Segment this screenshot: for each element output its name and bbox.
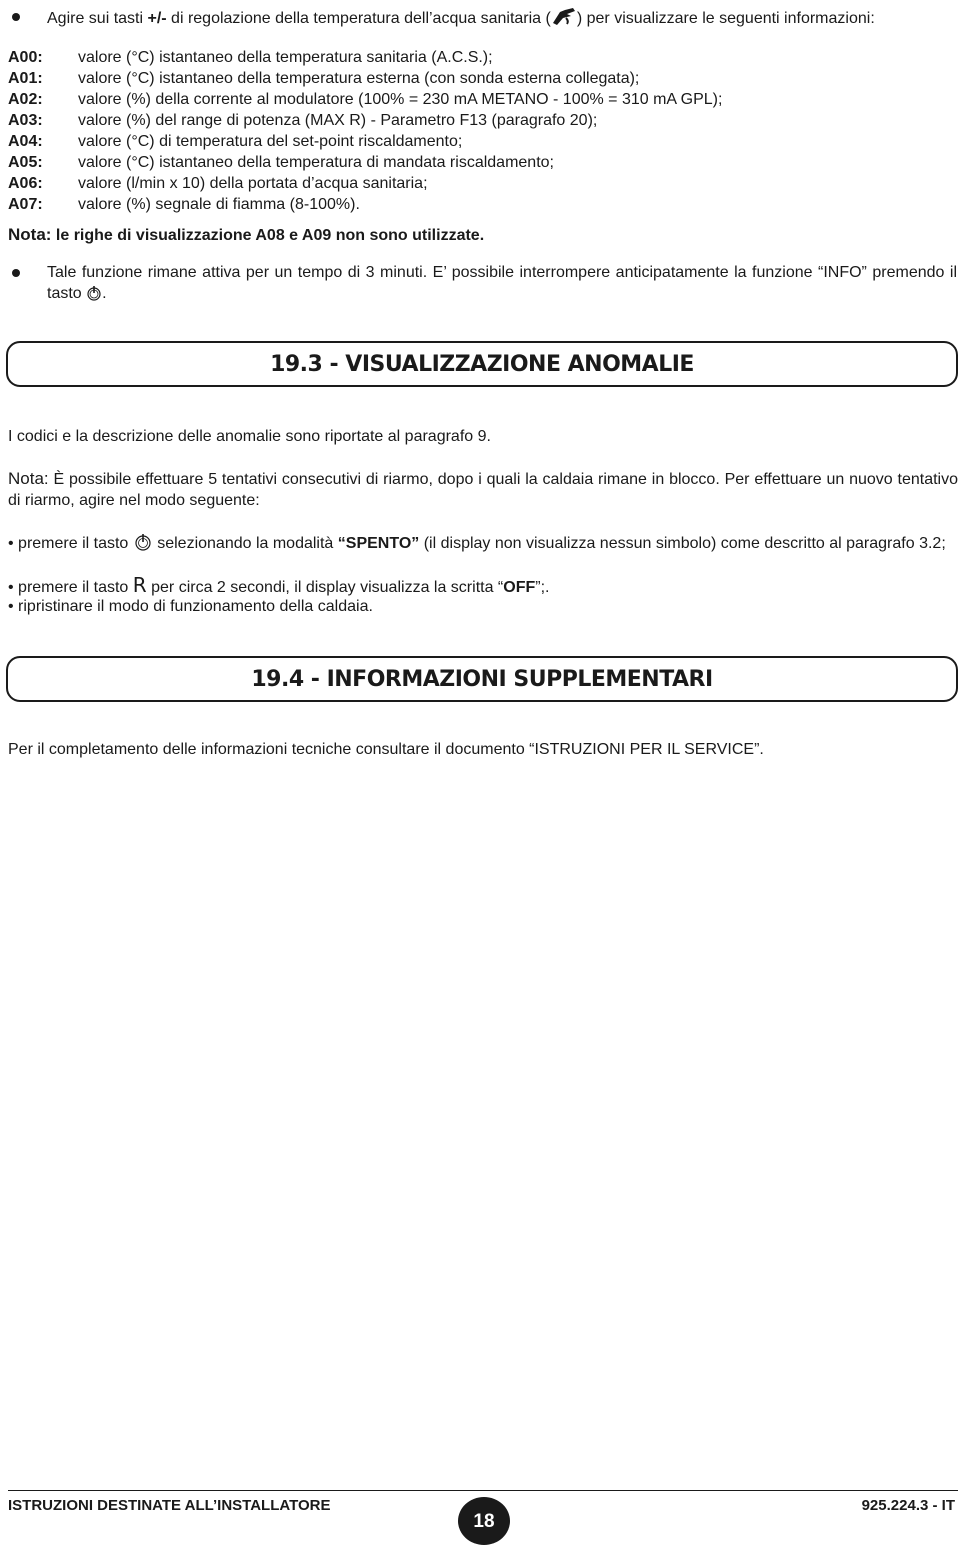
reset-step-2: • premere il tasto R per circa 2 secondi, il display visualizza la scritta “OFF”;. (8, 573, 550, 597)
code-row (8, 131, 722, 152)
power-icon (133, 533, 153, 551)
nota-label: Nota: (8, 469, 49, 488)
code-description: valore (°C) istantaneo della temperatura sanitaria (A.C.S.); (78, 49, 493, 66)
code-key: A07: (8, 196, 43, 213)
plus-minus-keys: +/- (147, 10, 167, 27)
code-description: valore (l/min x 10) della portata d’acqua sanitaria; (78, 175, 428, 192)
nota-label: Nota: (8, 225, 52, 244)
page-number: 18 (458, 1497, 510, 1545)
code-description: valore (°C) di temperatura del set-point riscaldamento; (78, 133, 463, 150)
code-row (8, 89, 722, 110)
reset-step-3: • ripristinare il modo di funzionamento della caldaia. (8, 598, 373, 615)
tap-icon (551, 6, 577, 26)
code-key: A02: (8, 91, 43, 108)
code-row (8, 110, 722, 131)
code-list (8, 47, 722, 215)
footer-doc-code: 925.224.3 - IT (861, 1497, 955, 1514)
code-row (8, 152, 722, 173)
section3-nota: Nota: È possibile effettuare 5 tentativi consecutivi di riarmo, dopo i quali la caldaia rimane in blocco. Per effettuare un nuovo tentativo di riarmo, agire nel modo seguente: (8, 469, 958, 509)
tale-bullet (12, 269, 20, 277)
code-row (8, 47, 722, 68)
nota-unused-rows: Nota: le righe di visualizzazione A08 e A09 non sono utilizzate. (8, 225, 485, 244)
code-key: A01: (8, 70, 43, 87)
code-description: valore (°C) istantaneo della temperatura esterna (con sonda esterna collegata); (78, 70, 640, 87)
code-key: A04: (8, 133, 43, 150)
section3-intro: I codici e la descrizione delle anomalie sono riportate al paragrafo 9. (8, 428, 491, 445)
tale-paragraph: Tale funzione rimane attiva per un tempo di 3 minuti. E’ possibile interrompere anticipatamente la funzione “INFO” premendo il tasto . (47, 264, 957, 302)
intro-paragraph: Agire sui tasti +/- di regolazione della temperatura dell’acqua sanitaria ( ) per visualizzare le seguenti informazioni: (47, 6, 959, 29)
code-key: A05: (8, 154, 43, 171)
code-key: A00: (8, 49, 43, 66)
power-icon (86, 285, 102, 301)
code-description: valore (%) del range di potenza (MAX R) - Parametro F13 (paragrafo 20); (78, 112, 598, 129)
footer-left-label: ISTRUZIONI DESTINATE ALL’INSTALLATORE (8, 1497, 331, 1514)
code-key: A06: (8, 175, 43, 192)
code-row (8, 173, 722, 194)
code-description: valore (°C) istantaneo della temperatura di mandata riscaldamento; (78, 154, 554, 171)
code-row (8, 68, 722, 89)
code-description: valore (%) della corrente al modulatore (100% = 230 mA METANO - 100% = 310 mA GPL); (78, 91, 723, 108)
section-19-4-heading: 19.4 - INFORMAZIONI SUPPLEMENTARI (6, 656, 958, 702)
reset-key-r: R (132, 573, 147, 597)
reset-step-1: • premere il tasto selezionando la modalità “SPENTO” (il display non visualizza nessun simbolo) come descritto al paragrafo 3.2; (8, 535, 946, 552)
section-19-3-heading: 19.3 - VISUALIZZAZIONE ANOMALIE (6, 341, 958, 387)
footer-rule (8, 1490, 958, 1491)
code-row (8, 194, 722, 215)
intro-bullet (12, 13, 20, 21)
code-key: A03: (8, 112, 43, 129)
code-description: valore (%) segnale di fiamma (8-100%). (78, 196, 360, 213)
section4-text: Per il completamento delle informazioni tecniche consultare il documento “ISTRUZIONI PER IL SERVICE”. (8, 741, 764, 758)
